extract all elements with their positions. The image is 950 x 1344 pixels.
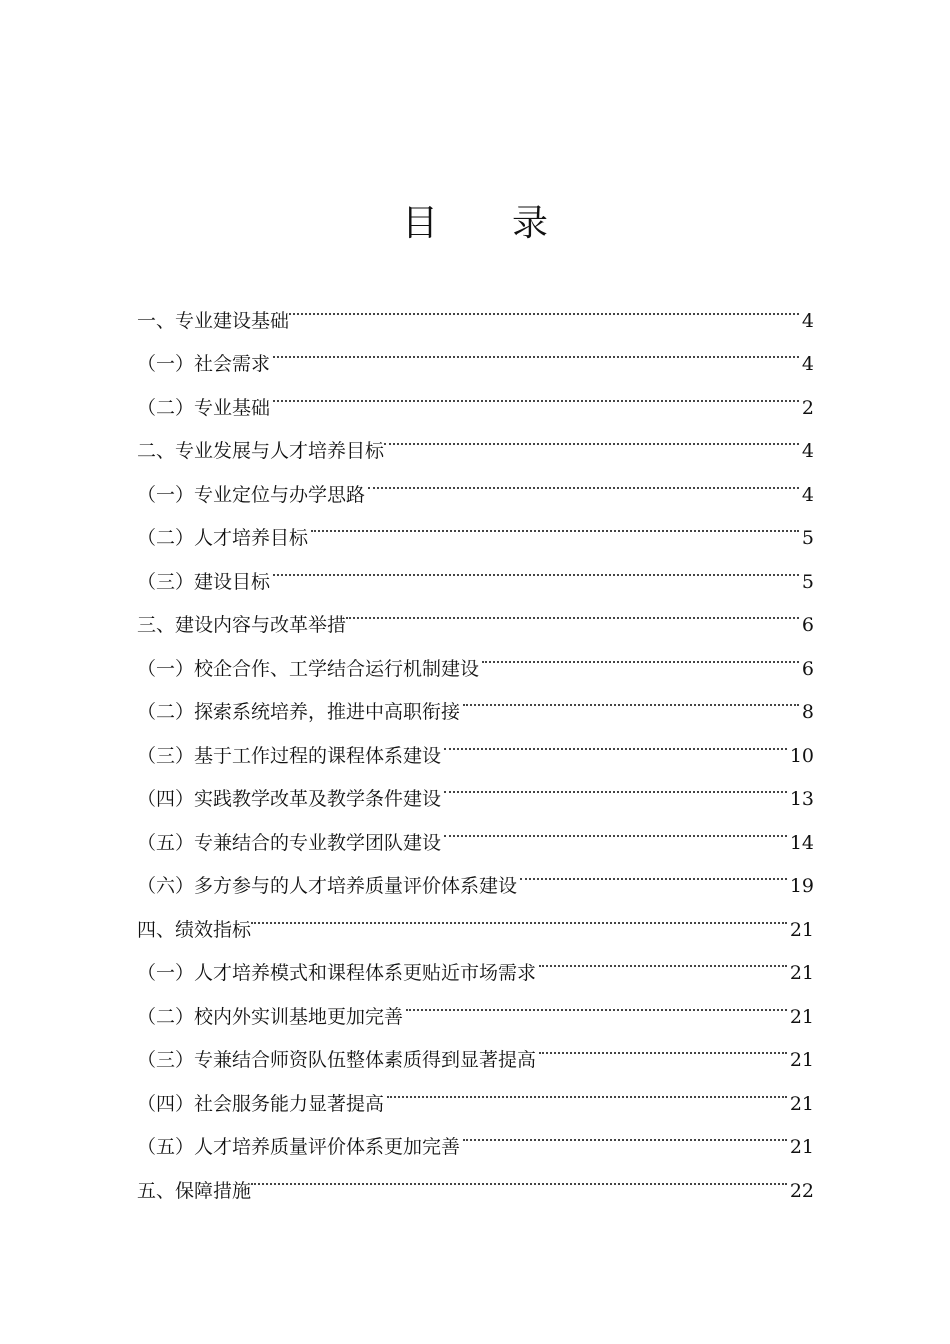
toc-dot-leader	[444, 718, 787, 762]
toc-dot-leader	[539, 1023, 787, 1067]
toc-entry-page-number: 4	[801, 483, 814, 506]
toc-entry-page-number: 4	[801, 353, 814, 375]
toc-dot-leader	[444, 805, 787, 849]
toc-entry-page-number: 6	[801, 657, 814, 680]
toc-dot-leader	[482, 631, 799, 675]
toc-entry[interactable]	[137, 283, 814, 332]
toc-dot-leader	[251, 1153, 787, 1197]
toc-entry-label: （二）探索系统培养，推进中高职衔接	[137, 701, 461, 723]
toc-dot-leader	[273, 370, 799, 414]
toc-dot-leader	[520, 849, 787, 893]
toc-entry-page-number: 21	[789, 1005, 814, 1028]
toc-entry-page-number: 21	[789, 1136, 814, 1158]
toc-entry-label: （二）专业基础	[137, 396, 271, 419]
toc-entry-page-number: 14	[789, 831, 814, 854]
toc-dot-leader	[368, 457, 799, 501]
toc-entry-page-number: 19	[789, 875, 814, 897]
page-title	[0, 196, 950, 252]
toc-entry-label: （二）人才培养目标	[137, 527, 309, 549]
toc-entry-page-number: 10	[789, 744, 814, 767]
toc-entry-label: 五、保障措施	[137, 1179, 252, 1202]
toc-entry-label: （一）社会需求	[137, 353, 271, 375]
toc-entry-page-number: 5	[801, 570, 814, 593]
toc-dot-leader	[251, 892, 787, 936]
toc-entry-label: 一、专业建设基础	[137, 309, 290, 332]
toc-entry-page-number: 21	[789, 962, 814, 984]
toc-entry-label: （五）专兼结合的专业教学团队建设	[137, 831, 442, 854]
toc-dot-leader	[463, 1110, 787, 1154]
title-char-1: 目	[401, 203, 438, 244]
toc-entry-page-number: 6	[801, 614, 814, 636]
toc-entry-page-number: 5	[801, 527, 814, 549]
toc-entry-page-number: 4	[801, 440, 814, 462]
toc-entry-label: （六）多方参与的人才培养质量评价体系建设	[137, 875, 518, 897]
toc-entry-label: 二、专业发展与人才培养目标	[137, 440, 385, 462]
toc-entry-label: （五）人才培养质量评价体系更加完善	[137, 1136, 461, 1158]
toc-entry-page-number: 13	[789, 788, 814, 810]
toc-entry-label: 四、绩效指标	[137, 918, 252, 941]
toc-dot-leader	[289, 283, 799, 327]
toc-entry-page-number: 4	[801, 309, 814, 332]
table-of-contents	[137, 283, 814, 1202]
title-char-2: 录	[512, 203, 549, 244]
toc-dot-leader	[539, 936, 787, 980]
toc-entry-label: （三）专兼结合师资队伍整体素质得到显著提高	[137, 1049, 537, 1071]
toc-dot-leader	[273, 327, 799, 371]
toc-entry-page-number: 8	[801, 701, 814, 723]
toc-entry-label: （四）社会服务能力显著提高	[137, 1092, 385, 1115]
toc-entry-label: （一）校企合作、工学结合运行机制建设	[137, 657, 480, 680]
toc-dot-leader	[311, 501, 799, 545]
toc-entry-page-number: 2	[801, 396, 814, 419]
toc-entry-label: （三）建设目标	[137, 570, 271, 593]
toc-entry-label: （二）校内外实训基地更加完善	[137, 1005, 404, 1028]
toc-dot-leader	[463, 675, 799, 719]
toc-dot-leader	[444, 762, 787, 806]
toc-dot-leader	[273, 544, 799, 588]
toc-entry-label: （四）实践教学改革及教学条件建设	[137, 788, 442, 810]
toc-entry-label: （三）基于工作过程的课程体系建设	[137, 744, 442, 767]
toc-entry-label: （一）专业定位与办学思路	[137, 483, 366, 506]
toc-entry-label: （一）人才培养模式和课程体系更贴近市场需求	[137, 962, 537, 984]
toc-entry-label: 三、建设内容与改革举措	[137, 614, 347, 636]
toc-entry-page-number: 22	[789, 1179, 814, 1202]
toc-entry-page-number: 21	[789, 1049, 814, 1071]
toc-entry-page-number: 21	[789, 1092, 814, 1115]
toc-entry-page-number: 21	[789, 918, 814, 941]
toc-dot-leader	[387, 1066, 787, 1110]
toc-dot-leader	[346, 588, 799, 632]
toc-dot-leader	[406, 979, 787, 1023]
toc-dot-leader	[384, 414, 799, 458]
